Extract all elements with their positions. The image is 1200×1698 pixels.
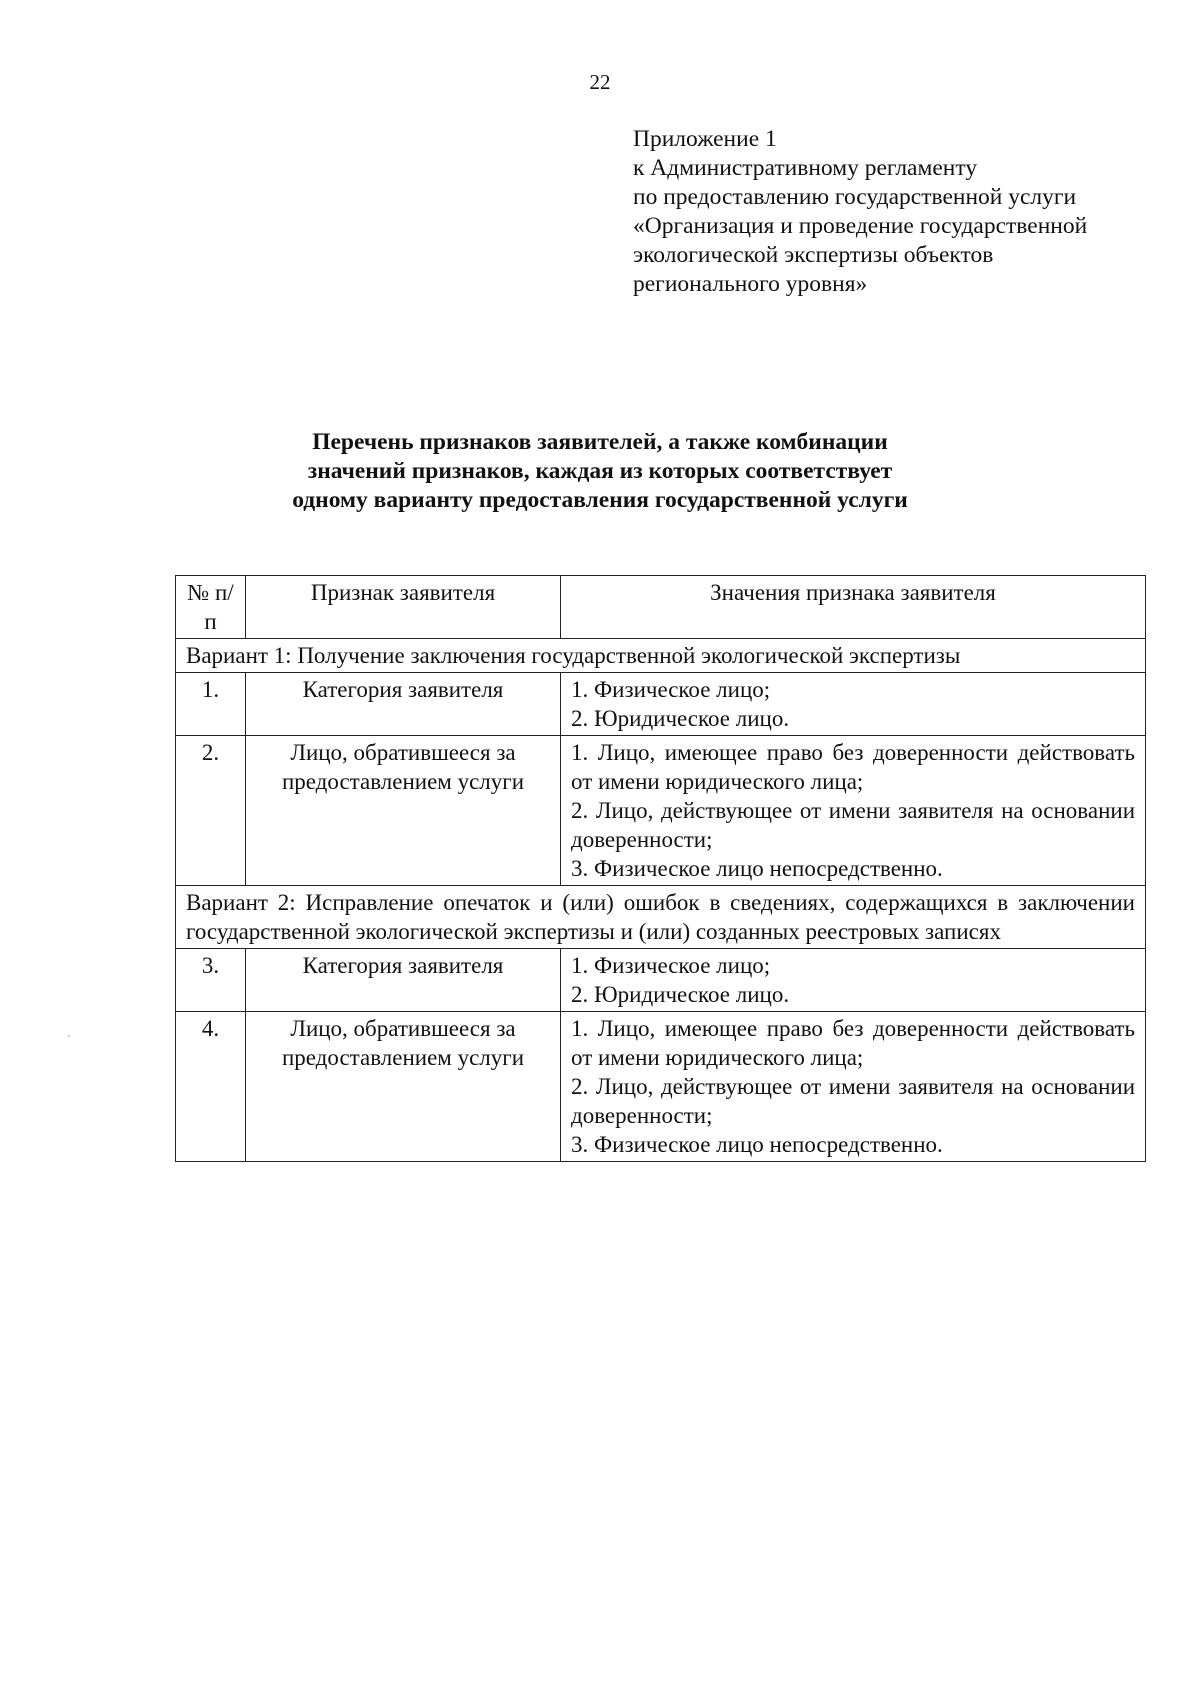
table-row bbox=[176, 736, 1146, 886]
value-item: 3. Физическое лицо непосредственно. bbox=[571, 856, 943, 881]
row-values bbox=[561, 949, 1146, 1012]
value-item: 2. Лицо, действующее от имени заявителя на основании доверенности; bbox=[571, 798, 1135, 852]
row-number: 1. bbox=[176, 673, 246, 736]
appendix-line: к Административному регламенту bbox=[633, 155, 978, 181]
variant-row bbox=[176, 639, 1146, 673]
row-number: 2. bbox=[176, 736, 246, 886]
appendix-line: «Организация и проведение государственной bbox=[633, 213, 1088, 239]
document-title bbox=[0, 428, 1200, 515]
value-item: 1. Физическое лицо; bbox=[571, 953, 771, 978]
appendix-line: экологической экспертизы объектов bbox=[633, 242, 994, 268]
row-attribute: Лицо, обратившееся за предоставлением услуги bbox=[246, 736, 561, 886]
row-number: 4. bbox=[176, 1012, 246, 1162]
header-attribute: Признак заявителя bbox=[246, 576, 561, 639]
table-row bbox=[176, 673, 1146, 736]
value-item: 1. Физическое лицо; bbox=[571, 677, 771, 702]
table-header-row bbox=[176, 576, 1146, 639]
variant-row bbox=[176, 886, 1146, 949]
table-row bbox=[176, 1012, 1146, 1162]
row-values bbox=[561, 736, 1146, 886]
row-attribute: Категория заявителя bbox=[246, 673, 561, 736]
variant-title: Вариант 2: Исправление опечаток и (или) ошибок в сведениях, содержащихся в заключении государственной экологической экспертизы и (или) созданных реестровых записях bbox=[176, 886, 1146, 949]
title-line: одному варианту предоставления государственной услуги bbox=[292, 487, 908, 513]
header-num: № п/п bbox=[176, 576, 246, 639]
row-number: 3. bbox=[176, 949, 246, 1012]
row-values bbox=[561, 673, 1146, 736]
value-item: 1. Лицо, имеющее право без доверенности действовать от имени юридического лица; bbox=[571, 740, 1135, 794]
title-line: Перечень признаков заявителей, а также комбинации bbox=[312, 429, 888, 455]
variant-title: Вариант 1: Получение заключения государственной экологической экспертизы bbox=[176, 639, 1146, 673]
appendix-block bbox=[633, 125, 1087, 299]
value-item: 2. Юридическое лицо. bbox=[571, 982, 790, 1007]
appendix-line: по предоставлению государственной услуги bbox=[633, 184, 1077, 210]
header-values: Значения признака заявителя bbox=[561, 576, 1146, 639]
title-line: значений признаков, каждая из которых соответствует bbox=[307, 458, 893, 484]
value-item: 2. Лицо, действующее от имени заявителя на основании доверенности; bbox=[571, 1074, 1135, 1128]
row-attribute: Категория заявителя bbox=[246, 949, 561, 1012]
row-attribute: Лицо, обратившееся за предоставлением услуги bbox=[246, 1012, 561, 1162]
value-item: 2. Юридическое лицо. bbox=[571, 706, 790, 731]
row-values bbox=[561, 1012, 1146, 1162]
appendix-line: Приложение 1 bbox=[633, 126, 777, 152]
page-number: 22 bbox=[589, 70, 611, 94]
appendix-line: регионального уровня» bbox=[633, 271, 868, 297]
value-item: 3. Физическое лицо непосредственно. bbox=[571, 1132, 943, 1157]
value-item: 1. Лицо, имеющее право без доверенности действовать от имени юридического лица; bbox=[571, 1016, 1135, 1070]
scan-speck bbox=[68, 1035, 70, 1037]
applicant-criteria-table bbox=[175, 575, 1146, 1162]
table-row bbox=[176, 949, 1146, 1012]
